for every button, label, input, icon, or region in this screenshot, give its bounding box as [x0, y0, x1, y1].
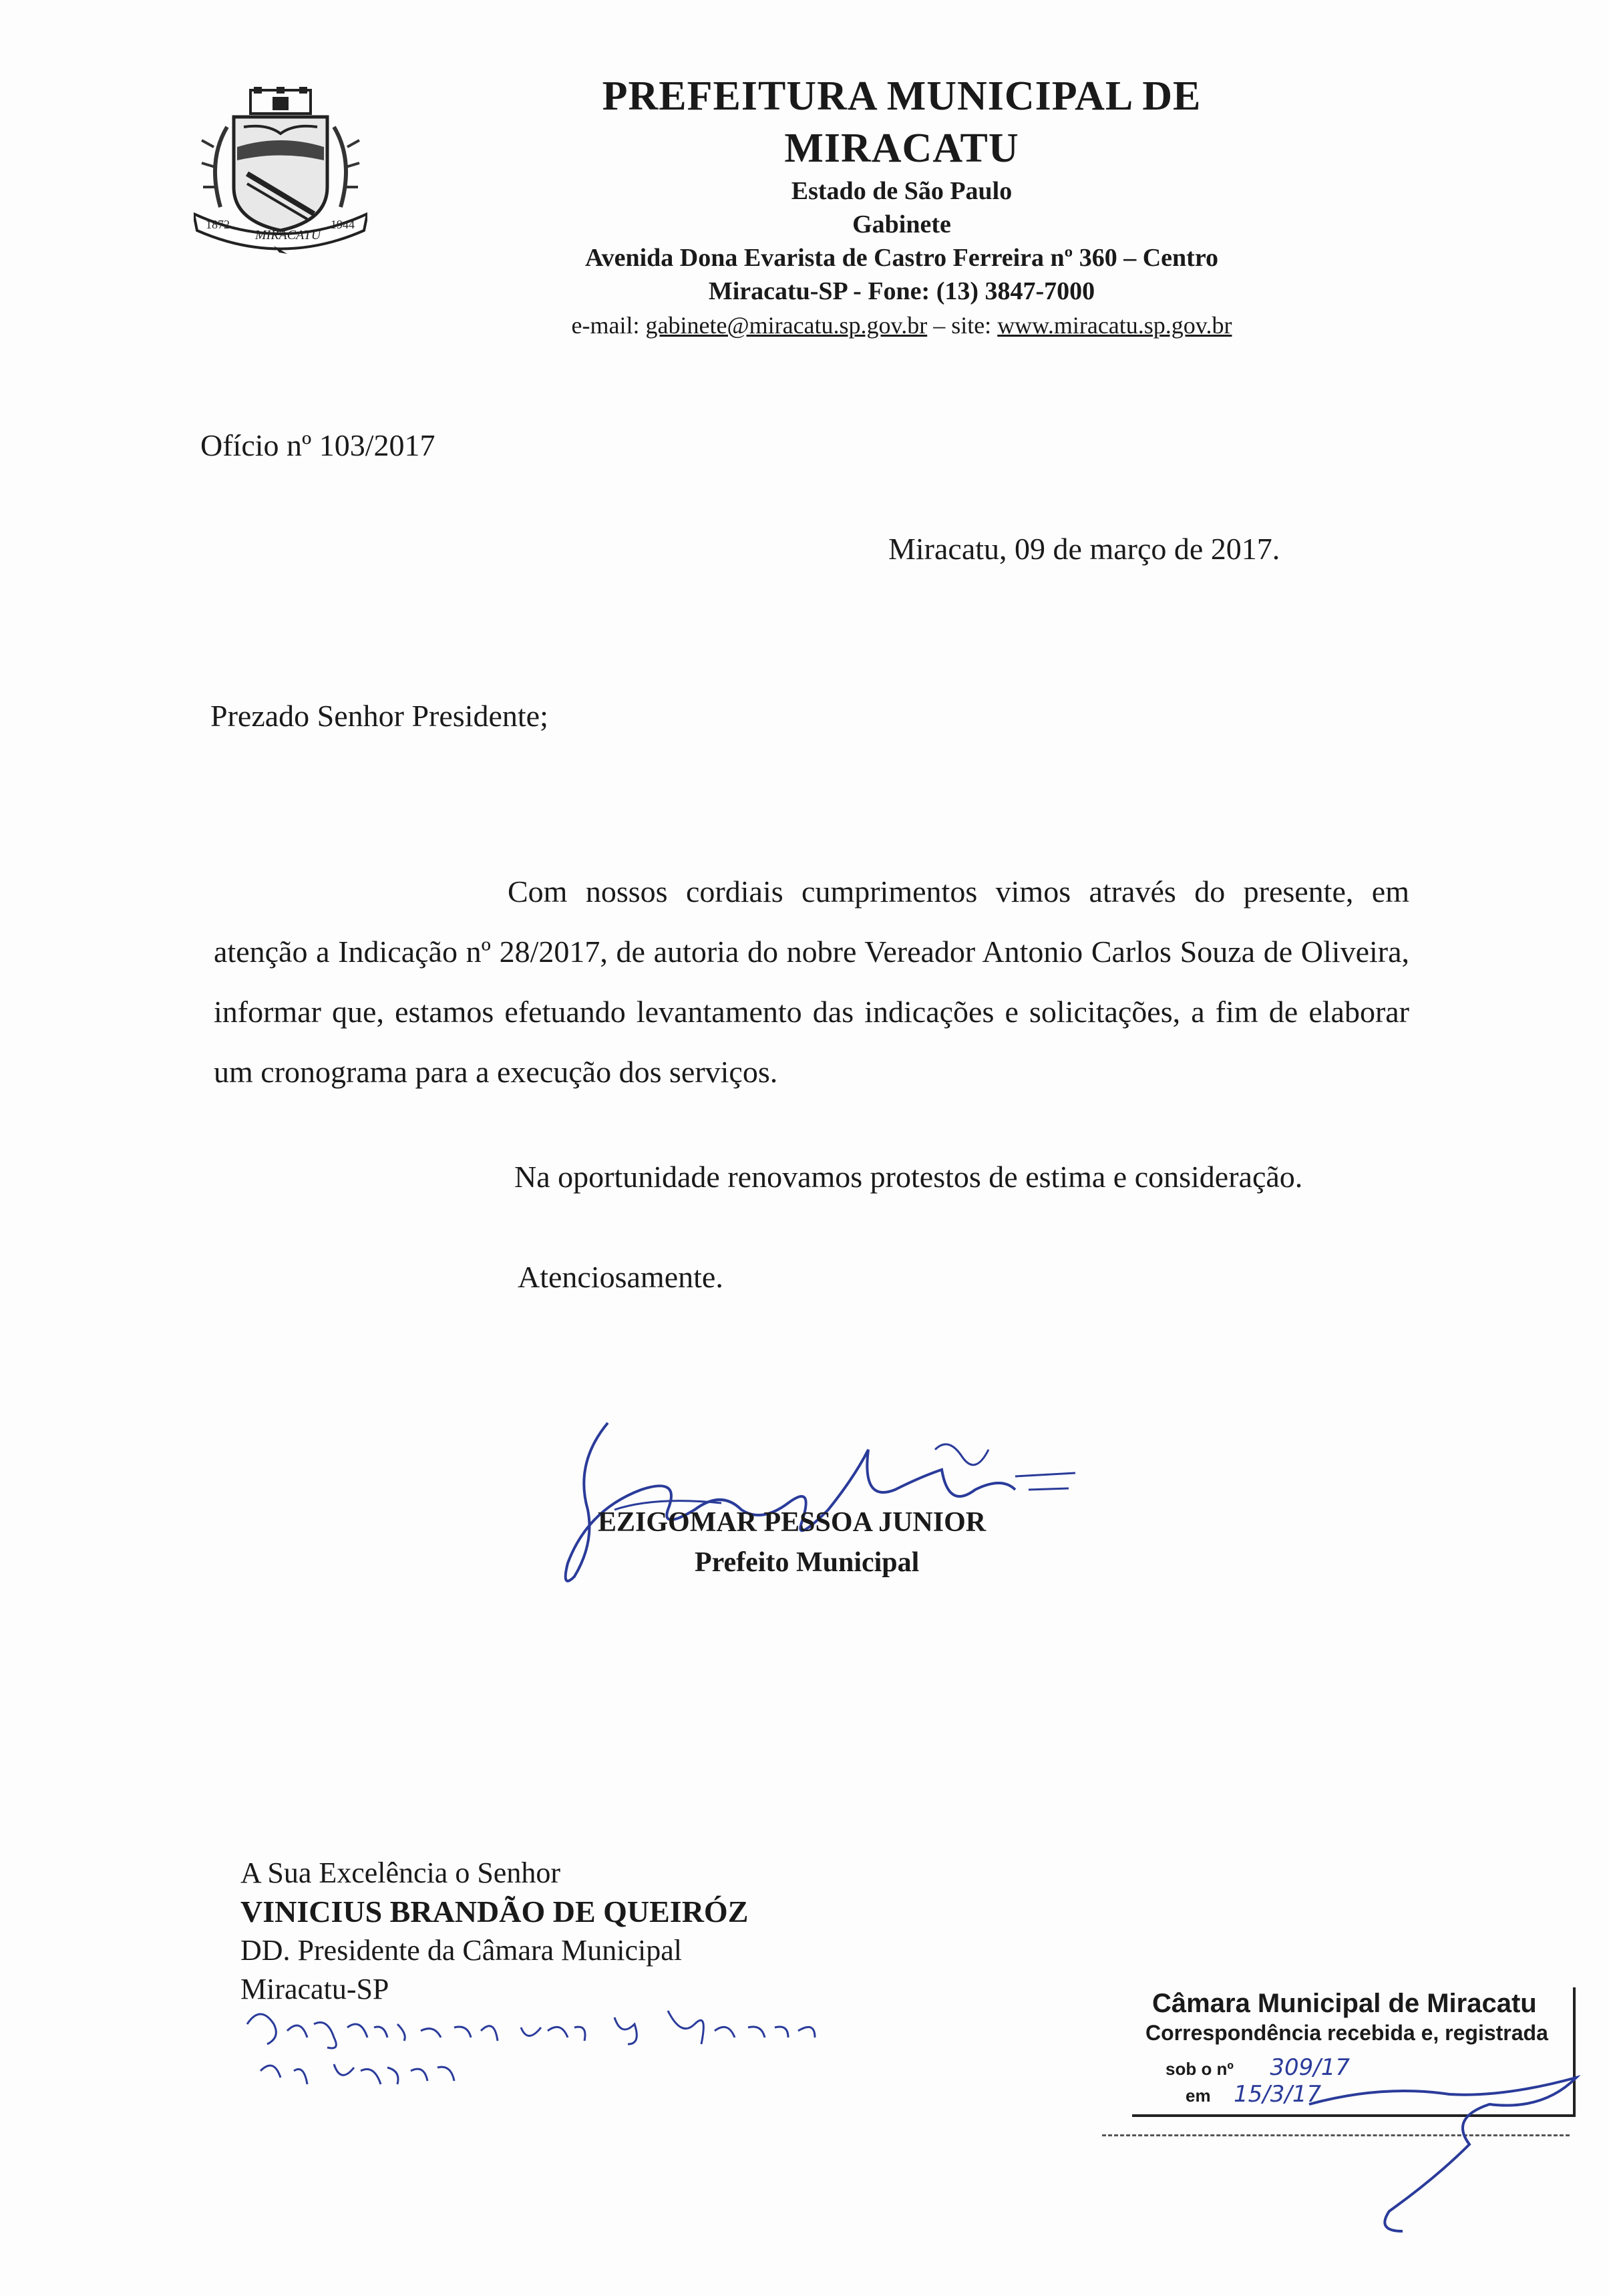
handwritten-note — [240, 1997, 842, 2098]
contact-line — [481, 308, 1322, 343]
stamp-date-label: em — [1186, 2086, 1211, 2106]
addressee-title: DD. Presidente da Câmara Municipal — [240, 1934, 683, 1967]
stamp-number-label: sob o nº — [1166, 2059, 1234, 2079]
oficio-number: Ofício nº 103/2017 — [200, 428, 435, 462]
closing-paragraph: Na oportunidade renovamos protestos de estima e consideração. — [514, 1160, 1303, 1194]
crest-banner-text: MIRACATU — [255, 228, 321, 242]
crest-year-right: 1944 — [331, 218, 355, 231]
stamp-date-row — [1186, 2081, 1321, 2108]
email-label: e-mail: — [571, 312, 640, 339]
signer-role: Prefeito Municipal — [695, 1547, 920, 1578]
signer-name: EZIGOMAR PESSOA JUNIOR — [598, 1507, 987, 1538]
addressee-city: Miracatu-SP — [240, 1973, 389, 2005]
address-line: Avenida Dona Evarista de Castro Ferreira nº 360 – Centro — [584, 244, 1219, 272]
department-line: Gabinete — [852, 210, 951, 238]
body-paragraph-text: Com nossos cordiais cumprimentos vimos através do presente, em atenção a Indicação nº 28/2017, de autoria do nobre Vereador Antonio Carlos Souza de Oliveira, informar que, estamos efetuando levantamento das indicações e solicitações, a fim de elaborar um cronograma para a execução dos serviços. — [214, 874, 1409, 1089]
letterhead — [481, 70, 1322, 343]
closing-salutation: Atenciosamente. — [518, 1260, 723, 1294]
stamp-number-value: 309/17 — [1270, 2054, 1351, 2081]
addressee-salutation: A Sua Excelência o Senhor — [240, 1856, 560, 1889]
organization-title: PREFEITURA MUNICIPAL DE MIRACATU — [602, 73, 1202, 171]
addressee-name: VINICIUS BRANDÃO DE QUEIRÓZ — [240, 1895, 749, 1929]
stamp-subtitle: Correspondência recebida e, registrada — [1145, 2021, 1548, 2045]
site-label: – site: — [933, 312, 992, 339]
email-link[interactable]: gabinete@miracatu.sp.gov.br — [645, 312, 928, 339]
crest-year-left: 1872 — [206, 218, 230, 231]
stamp-initials-scrawl — [1302, 2058, 1583, 2238]
city-phone-line: Miracatu-SP - Fone: (13) 3847-7000 — [708, 277, 1095, 305]
stamp-title: Câmara Municipal de Miracatu — [1152, 1989, 1537, 2018]
greeting: Prezado Senhor Presidente; — [210, 699, 548, 733]
addressee-block — [240, 1854, 748, 2009]
body-paragraph — [214, 862, 1409, 1102]
site-link[interactable]: www.miracatu.sp.gov.br — [997, 312, 1232, 339]
state-line: Estado de São Paulo — [791, 177, 1013, 205]
stamp-date-value: 15/3/17 — [1234, 2081, 1322, 2108]
letter-date: Miracatu, 09 de março de 2017. — [888, 532, 1280, 566]
municipal-crest-icon — [194, 87, 367, 254]
